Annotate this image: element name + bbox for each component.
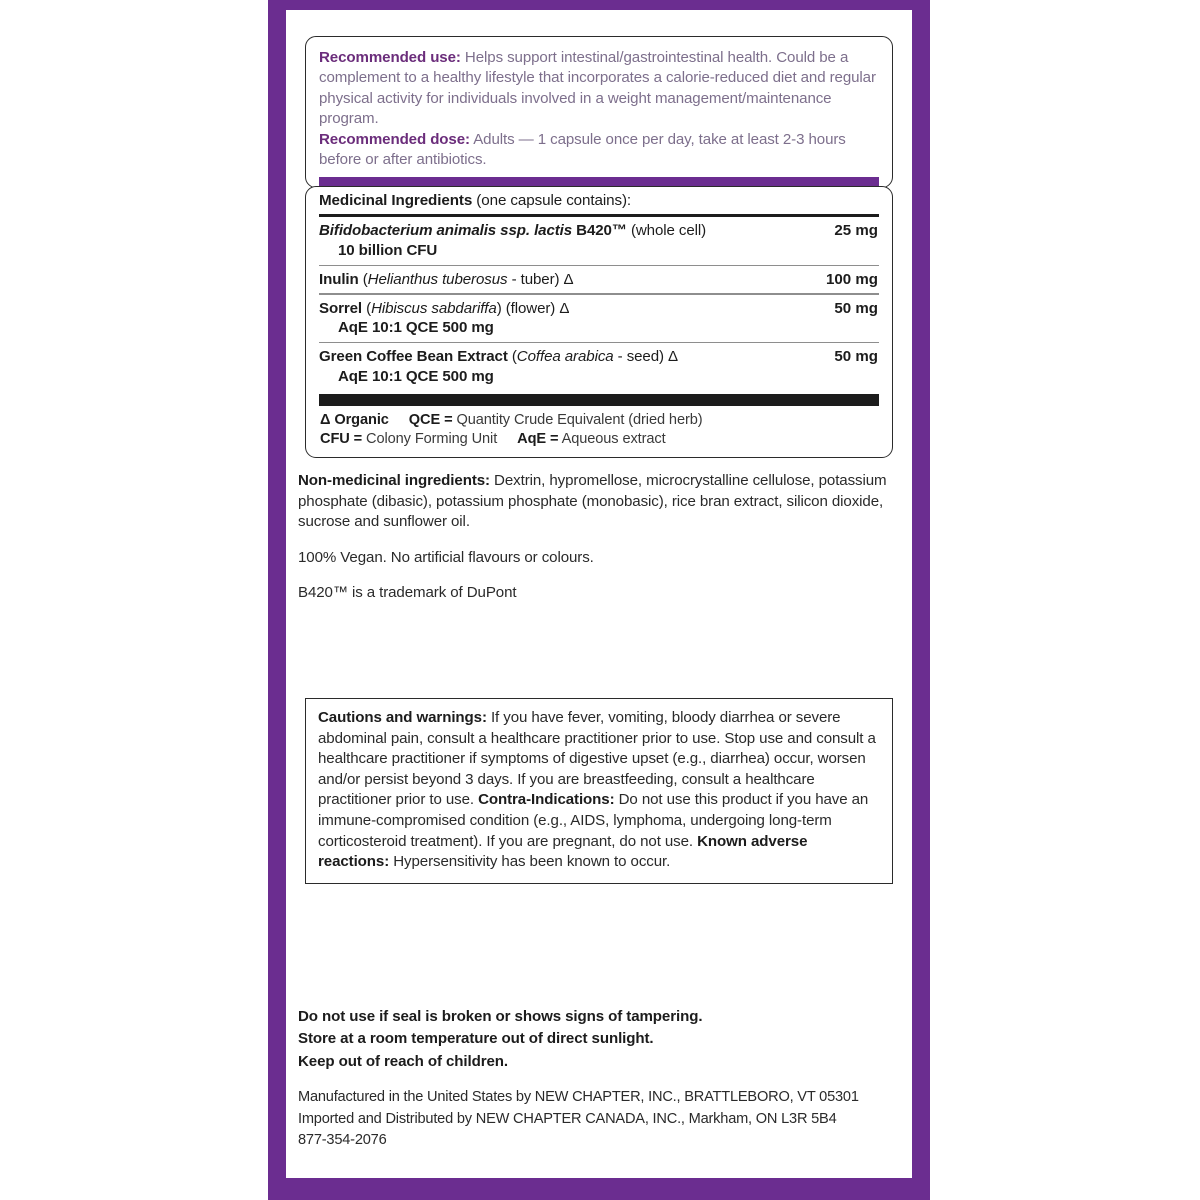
ingredient-subline: AqE 10:1 QCE 500 mg	[338, 319, 494, 337]
ingredient-paren-open: (	[362, 299, 372, 317]
non-medicinal-text: Dextrin, hypromellose, microcrystalline cellulose, potassium phosphate (dibasic), potassium phosphate (monobasic), rice bran extract, silicon dioxide, sucrose and sunflower oil.	[298, 472, 887, 531]
cautions-paragraph	[318, 708, 880, 873]
adverse-reactions-label: Known adverse reactions:	[318, 832, 808, 871]
adverse-reactions-text: Hypersensitivity has been known to occur.	[389, 853, 671, 871]
table-row	[317, 217, 881, 265]
ingredient-paren-open: (	[507, 348, 517, 366]
table-row	[317, 343, 881, 391]
ingredient-part: - seed) Δ	[613, 348, 679, 366]
ingredient-name	[319, 347, 824, 387]
recommended-dose-body: Adults — 1 capsule once per day, take at least 2-3 hours before or after antibiotics.	[319, 130, 846, 169]
manufactured-line: Manufactured in the United States by NEW CHAPTER, INC., BRATTLEBORO, VT 05301	[298, 1089, 859, 1105]
ingredient-latin-name: Hibiscus sabdariffa	[371, 299, 497, 317]
recommended-use-label: Recommended use:	[319, 49, 461, 66]
medicinal-ingredients-box	[305, 186, 893, 457]
ingredient-latin-name: Helianthus tuberosus	[367, 270, 508, 288]
children-line: Keep out of reach of children.	[298, 1052, 509, 1070]
ingredient-common-name: Green Coffee Bean Extract	[319, 348, 508, 366]
table-row	[317, 266, 881, 294]
ingredients-title-rest: (one capsule contains):	[472, 192, 632, 210]
recommended-use-text	[319, 48, 879, 170]
recommended-dose-label: Recommended dose:	[319, 130, 470, 148]
ingredient-name	[319, 299, 824, 339]
ingredient-strain: B420™	[572, 221, 627, 239]
label-content	[286, 10, 912, 1178]
ingredient-amount: 25 mg	[834, 221, 878, 239]
ingredients-table-title	[317, 187, 881, 214]
ingredient-amount: 50 mg	[834, 299, 878, 317]
legend-aqe-text: Aqueous extract	[558, 431, 666, 448]
store-line: Store at a room temperature out of direct sunlight.	[298, 1030, 654, 1048]
ingredient-latin-name: Bifidobacterium animalis ssp. lactis	[319, 221, 573, 239]
vegan-line: 100% Vegan. No artificial flavours or colours.	[298, 548, 594, 566]
ingredient-common-name: Inulin	[319, 270, 359, 288]
recommended-use-box	[305, 36, 893, 188]
ingredient-part: (whole cell)	[626, 221, 707, 239]
legend-organic-label: Δ Organic	[320, 411, 389, 428]
cautions-warnings-box	[305, 698, 893, 884]
non-medicinal-block	[298, 471, 898, 604]
legend-cfu-text: Colony Forming Unit	[362, 431, 498, 448]
ingredients-legend	[317, 406, 881, 457]
cautions-text: If you have fever, vomiting, bloody diarrhea or severe abdominal pain, consult a healthcare practitioner prior to use. Stop use and consult a healthcare practitioner if symptoms of digestive upset (e.g., diarrhea) occur, worsen and/or persist beyond 3 days. If you are breastfeeding, consult a healthcare practitioner prior to use.	[318, 709, 876, 809]
ingredient-latin-name: Coffea arabica	[516, 348, 614, 366]
non-medicinal-paragraph	[298, 471, 898, 533]
ingredient-subline: 10 billion CFU	[338, 241, 438, 259]
legend-qce-label: QCE =	[408, 411, 453, 428]
legend-organic	[320, 412, 389, 428]
legend-cfu-label: CFU =	[320, 431, 363, 448]
recommended-dose-paragraph	[319, 130, 879, 171]
table-row	[317, 295, 881, 343]
ingredient-name	[319, 270, 816, 290]
ingredient-part: - tuber) Δ	[507, 270, 574, 288]
ingredient-paren-open: (	[358, 270, 368, 288]
ingredient-name	[319, 221, 824, 261]
cautions-label: Cautions and warnings:	[318, 709, 487, 726]
contra-indications-label: Contra-Indications:	[478, 791, 615, 809]
recommended-use-body: Helps support intestinal/gastrointestinal health. Could be a complement to a healthy lifestyle that incorporates a calorie-reduced diet and regular physical activity for individuals involved in a weight management/maintenance program.	[319, 49, 876, 128]
ingredient-common-name: Sorrel	[319, 299, 363, 317]
seal-line: Do not use if seal is broken or shows signs of tampering.	[298, 1008, 703, 1025]
trademark-line: B420™ is a trademark of DuPont	[298, 584, 517, 602]
ingredient-part: ) (flower) Δ	[496, 299, 570, 317]
imported-line: Imported and Distributed by NEW CHAPTER CANADA, INC., Markham, ON L3R 5B4	[298, 1110, 837, 1127]
black-divider-bar	[319, 394, 879, 406]
legend-qce-text: Quantity Crude Equivalent (dried herb)	[452, 411, 703, 428]
legend-aqe-label: AqE =	[517, 431, 559, 448]
ingredients-title-bold: Medicinal Ingredients	[319, 192, 473, 210]
non-medicinal-label: Non-medicinal ingredients:	[298, 472, 490, 489]
storage-instructions	[298, 1006, 908, 1073]
ingredient-amount: 50 mg	[834, 348, 878, 366]
contra-indications-text: Do not use this product if you have an immune-compromised condition (e.g., AIDS, lymphoma, undergoing long-term corticosteroid treatment). If you are pregnant, do not use.	[318, 791, 869, 850]
phone-line: 877-354-2076	[298, 1132, 387, 1149]
ingredient-subline: AqE 10:1 QCE 500 mg	[338, 367, 494, 385]
recommended-use-paragraph	[319, 48, 879, 130]
manufacturer-info	[298, 1087, 912, 1152]
ingredient-amount: 100 mg	[825, 270, 878, 288]
